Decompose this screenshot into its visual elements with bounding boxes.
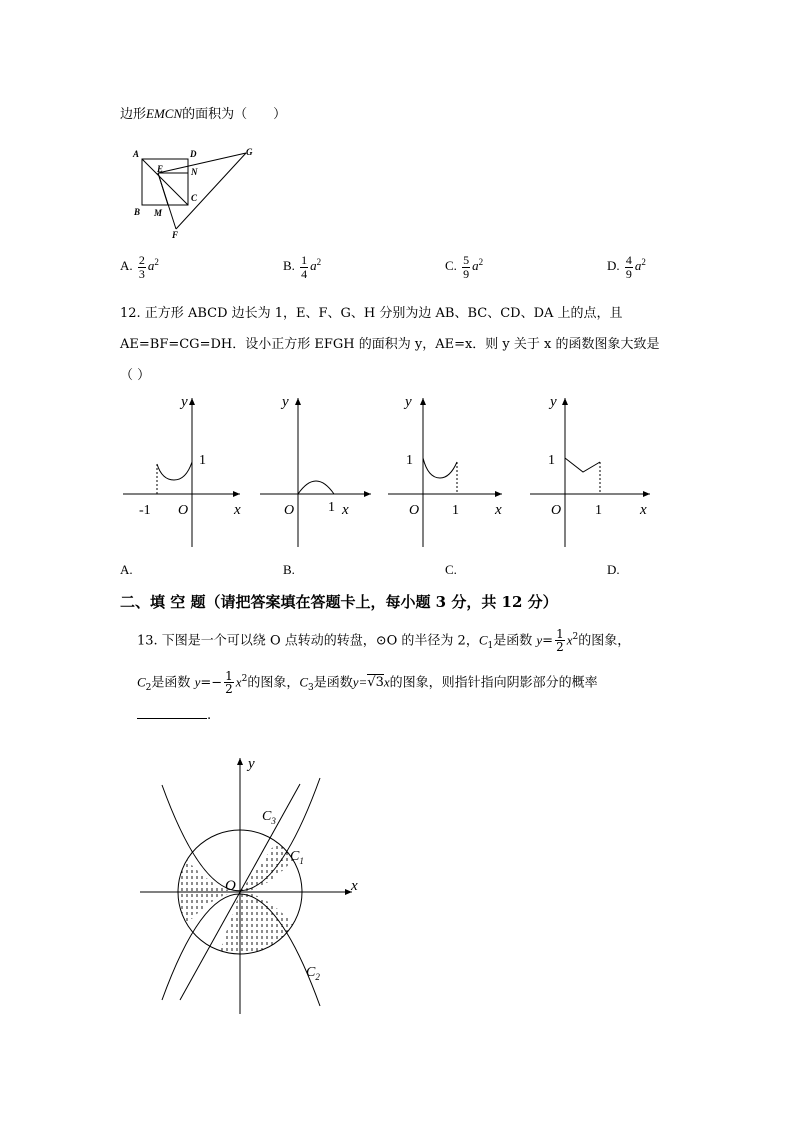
q13-line1 bbox=[137, 624, 630, 659]
exp: 2 bbox=[641, 256, 646, 267]
frac-num: 1 bbox=[225, 668, 233, 683]
blank-line[interactable] bbox=[137, 718, 207, 719]
fraction bbox=[625, 254, 633, 280]
c3-letter: C bbox=[262, 809, 272, 824]
eq-sign: = bbox=[542, 633, 554, 649]
line-ac bbox=[142, 159, 188, 205]
frac-den: 3 bbox=[138, 266, 145, 281]
q13-text-g: 的图象，则指针指向阴影部分的概率 bbox=[389, 675, 598, 691]
neg-sign: − bbox=[211, 675, 223, 691]
c2-sub: 2 bbox=[315, 972, 320, 982]
exp: 2 bbox=[154, 256, 159, 267]
eq-y: y bbox=[536, 632, 543, 648]
q12-option-d[interactable]: D. bbox=[607, 562, 620, 577]
c3-label bbox=[262, 809, 276, 826]
label-C: C bbox=[191, 193, 198, 203]
label-A: A bbox=[133, 149, 140, 159]
label-B: B bbox=[134, 207, 141, 217]
label-M: M bbox=[154, 208, 163, 218]
c3-sub: 3 bbox=[271, 816, 276, 826]
q13-text-e: 的图象， bbox=[247, 675, 300, 691]
frac-num: 1 bbox=[301, 253, 308, 267]
var-a: a bbox=[147, 258, 155, 274]
x-label: x bbox=[640, 502, 647, 518]
option-letter: B. bbox=[283, 258, 295, 274]
sqrt-arg: 3 bbox=[375, 675, 384, 691]
c3-sub: 3 bbox=[308, 682, 314, 693]
x-axis-label: x bbox=[351, 878, 358, 894]
frac-num: 2 bbox=[138, 253, 145, 267]
label-F: F bbox=[172, 230, 179, 240]
q12-option-c[interactable]: C. bbox=[445, 562, 457, 577]
eq-sq: 2 bbox=[572, 632, 579, 642]
q11-option-b[interactable] bbox=[283, 254, 321, 280]
eq-y: y bbox=[194, 674, 201, 690]
c1-sub: 1 bbox=[487, 640, 494, 651]
graph-b[interactable] bbox=[260, 394, 371, 547]
answer-blank[interactable] bbox=[137, 708, 211, 723]
option-letter: A. bbox=[120, 258, 133, 274]
q13-line2 bbox=[137, 666, 598, 701]
frac-den: 9 bbox=[463, 266, 470, 281]
one-y-label: 1 bbox=[406, 453, 413, 468]
eq-x: x bbox=[235, 674, 242, 690]
frac-num: 5 bbox=[463, 253, 470, 267]
eq2: y= bbox=[352, 674, 368, 690]
x-label: x bbox=[495, 502, 502, 518]
frac-den: 9 bbox=[625, 266, 632, 281]
y-label: y bbox=[550, 394, 557, 410]
graph-a[interactable] bbox=[123, 394, 241, 547]
q12-line1: 12. 正方形 ABCD 边长为 1，E、F、G、H 分别为边 AB、BC、CD、DA 上的点，且 bbox=[120, 306, 623, 321]
y-axis-label: y bbox=[248, 756, 255, 772]
q13-text-d: 是函数 bbox=[151, 675, 191, 691]
frac-num: 1 bbox=[556, 626, 564, 641]
graph-d[interactable] bbox=[530, 394, 650, 547]
one-x-label: 1 bbox=[595, 503, 602, 518]
c2-sub: 2 bbox=[145, 682, 152, 693]
q11-option-a[interactable] bbox=[120, 254, 159, 280]
graph-c[interactable] bbox=[388, 394, 502, 547]
origin-label: O bbox=[178, 503, 189, 518]
q12-option-b[interactable]: B. bbox=[283, 562, 295, 577]
option-letter: C. bbox=[445, 258, 457, 274]
x-label: x bbox=[342, 502, 349, 518]
q11-tail-var: EMCN bbox=[146, 106, 183, 121]
eq-fraction bbox=[555, 628, 565, 654]
label-N: N bbox=[191, 167, 198, 177]
q13-text-b: 是函数 bbox=[493, 633, 533, 649]
c2-label bbox=[306, 965, 320, 982]
q11-option-d[interactable] bbox=[607, 254, 646, 280]
q13-text-c: 的图象， bbox=[578, 633, 631, 649]
eq-fraction bbox=[224, 670, 234, 696]
origin-label: O bbox=[409, 503, 420, 518]
q12-option-a[interactable]: A. bbox=[120, 562, 133, 577]
label-E: E bbox=[157, 164, 164, 174]
q13-text-a: 13. 下图是一个可以绕 O 点转动的转盘，⊙O 的半径为 2， bbox=[137, 633, 479, 649]
q11-tail-suffix: 的面积为（ ） bbox=[182, 107, 287, 122]
neg-one-label: -1 bbox=[139, 503, 151, 518]
c1: C bbox=[478, 632, 488, 648]
frac-den: 2 bbox=[225, 682, 233, 697]
var-a: a bbox=[472, 258, 479, 274]
origin-label: O bbox=[284, 503, 295, 518]
c3: C bbox=[299, 674, 308, 690]
q13-text-f: 是函数 bbox=[313, 675, 353, 691]
var-a: a bbox=[310, 258, 317, 274]
q12-graphs bbox=[118, 390, 663, 555]
exp: 2 bbox=[316, 256, 322, 267]
eq-sign: = bbox=[200, 675, 212, 691]
var-a: a bbox=[634, 258, 642, 274]
q12-line2: AE=BF=CG=DH．设小正方形 EFGH 的面积为 y，AE=x．则 y 关于 x 的函数图象大致是 bbox=[120, 337, 660, 352]
label-G: G bbox=[246, 147, 253, 157]
q13-figure bbox=[140, 750, 370, 1022]
c1-label bbox=[290, 849, 304, 866]
x-label: x bbox=[234, 502, 241, 518]
line-em bbox=[158, 173, 168, 205]
line-eg bbox=[158, 153, 246, 173]
fraction bbox=[462, 254, 470, 280]
q12-line3: （ ） bbox=[120, 368, 151, 383]
one-label: 1 bbox=[199, 453, 206, 468]
fraction bbox=[300, 254, 308, 280]
origin-label: O bbox=[551, 503, 562, 518]
frac-den: 4 bbox=[301, 266, 308, 281]
c1-sub: 1 bbox=[299, 856, 304, 866]
one-label: 1 bbox=[328, 500, 335, 515]
one-x-label: 1 bbox=[452, 503, 459, 518]
y-label: y bbox=[282, 394, 289, 410]
eq-sq: 2 bbox=[241, 674, 248, 684]
line-gf bbox=[176, 153, 246, 229]
sqrt: √3 bbox=[367, 675, 384, 691]
one-y-label: 1 bbox=[548, 453, 555, 468]
c2: C bbox=[137, 674, 146, 690]
option-letter: D. bbox=[607, 258, 620, 274]
c1-letter: C bbox=[290, 849, 300, 864]
fraction bbox=[138, 254, 146, 280]
c2-letter: C bbox=[306, 965, 316, 980]
y-label: y bbox=[405, 394, 412, 410]
blank-end: . bbox=[207, 708, 212, 723]
frac-den: 2 bbox=[556, 640, 564, 655]
origin-label: O bbox=[225, 878, 236, 894]
q11-tail-prefix: 边形 bbox=[120, 107, 147, 122]
frac-num: 4 bbox=[625, 253, 632, 267]
q11-tail-line bbox=[120, 103, 286, 122]
exp: 2 bbox=[478, 256, 484, 267]
eq-x: x bbox=[566, 632, 573, 648]
section-heading: 二、填 空 题（请把答案填在答题卡上，每小题 3 分，共 12 分） bbox=[120, 593, 558, 611]
y-label: y bbox=[181, 394, 188, 410]
label-D: D bbox=[190, 149, 197, 159]
q11-figure bbox=[128, 143, 260, 241]
eq2-x: x bbox=[383, 674, 390, 690]
q11-option-c[interactable] bbox=[445, 254, 483, 280]
